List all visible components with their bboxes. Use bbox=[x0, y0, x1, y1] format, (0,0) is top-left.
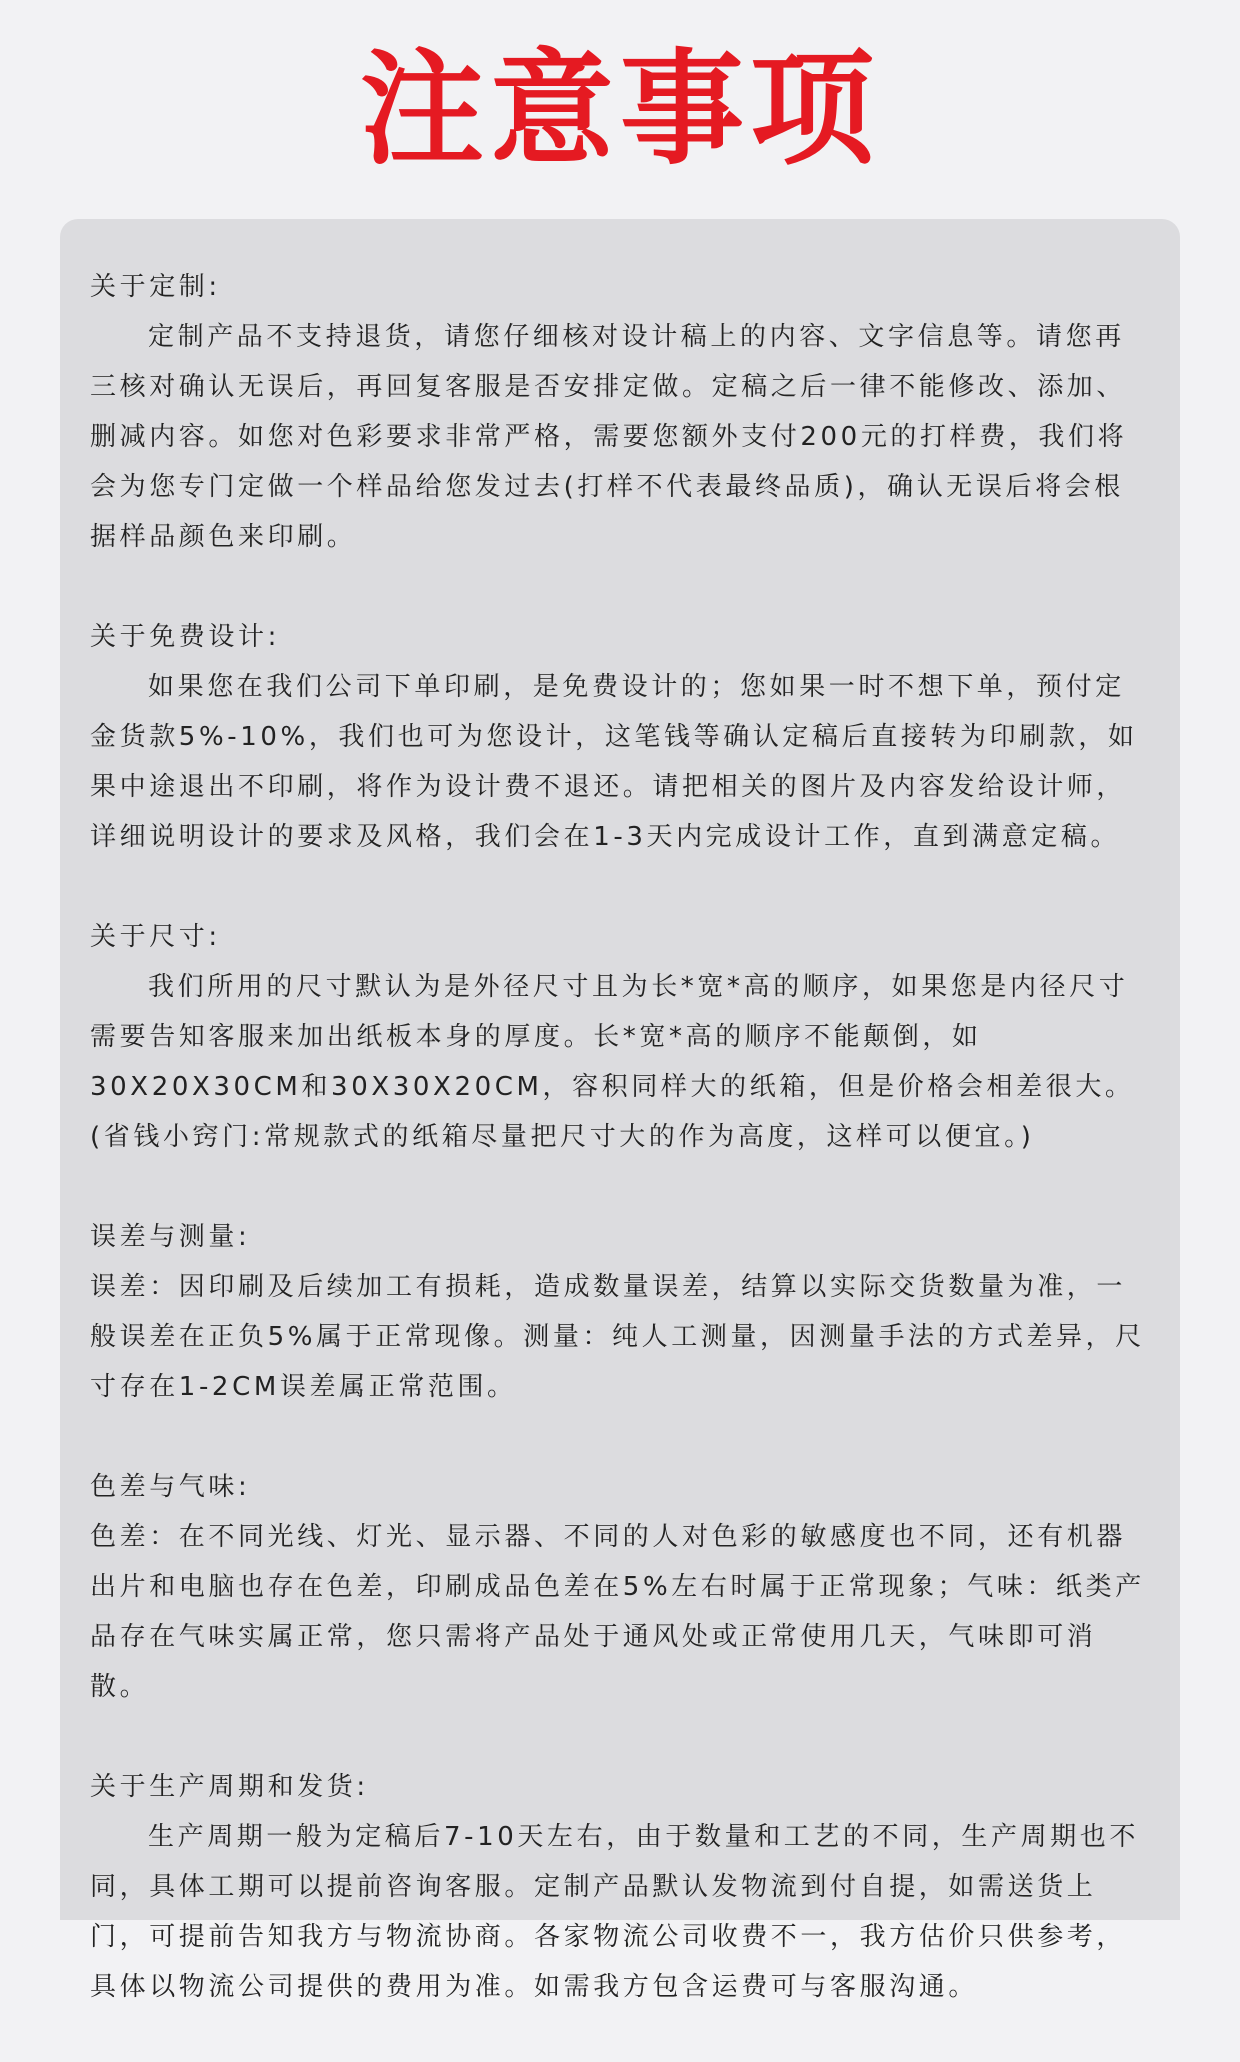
section-heading: 关于尺寸: bbox=[90, 922, 221, 952]
section-body: 我们所用的尺寸默认为是外径尺寸且为长*宽*高的顺序，如果您是内径尺寸需要告知客服来加出纸板本身的厚度。长*宽*高的顺序不能颠倒，如30X20X30CM和30X30X20CM，容积同样大的纸箱，但是价格会相差很大。(省钱小窍门:常规款式的纸箱尽量把尺寸大的作为高度，这样可以便宜。) bbox=[90, 972, 1135, 1152]
section-heading: 关于生产周期和发货: bbox=[90, 1772, 369, 1802]
section-heading: 关于免费设计: bbox=[90, 622, 280, 652]
section-customization bbox=[90, 262, 1150, 562]
section-error-measurement bbox=[90, 1212, 1150, 1412]
section-body: 生产周期一般为定稿后7-10天左右，由于数量和工艺的不同，生产周期也不同，具体工期可以提前咨询客服。定制产品默认发物流到付自提，如需送货上门，可提前告知我方与物流协商。各家物流公司收费不一，我方估价只供参考，具体以物流公司提供的费用为准。如需我方包含运费可与客服沟通。 bbox=[90, 1822, 1140, 2002]
section-body: 定制产品不支持退货，请您仔细核对设计稿上的内容、文字信息等。请您再三核对确认无误后，再回复客服是否安排定做。定稿之后一律不能修改、添加、删减内容。如您对色彩要求非常严格，需要您额外支付200元的打样费，我们将会为您专门定做一个样品给您发过去(打样不代表最终品质)，确认无误后将会根据样品颜色来印刷。 bbox=[90, 322, 1128, 552]
section-free-design bbox=[90, 612, 1150, 862]
section-heading: 误差与测量: bbox=[90, 1222, 251, 1252]
section-production-shipping bbox=[90, 1762, 1150, 2012]
section-body: 色差：在不同光线、灯光、显示器、不同的人对色彩的敏感度也不同，还有机器出片和电脑也存在色差，印刷成品色差在5%左右时属于正常现象；气味：纸类产品存在气味实属正常，您只需将产品处于通风处或正常使用几天，气味即可消散。 bbox=[90, 1522, 1145, 1702]
section-heading: 关于定制: bbox=[90, 272, 221, 302]
notice-content bbox=[90, 262, 1150, 2062]
section-heading: 色差与气味: bbox=[90, 1472, 251, 1502]
section-body: 如果您在我们公司下单印刷，是免费设计的；您如果一时不想下单，预付定金货款5%-10%，我们也可为您设计，这笔钱等确认定稿后直接转为印刷款，如果中途退出不印刷，将作为设计费不退还。请把相关的图片及内容发给设计师，详细说明设计的要求及风格，我们会在1-3天内完成设计工作，直到满意定稿。 bbox=[90, 672, 1138, 852]
section-size bbox=[90, 912, 1150, 1162]
section-body: 误差：因印刷及后续加工有损耗，造成数量误差，结算以实际交货数量为准，一般误差在正负5%属于正常现像。测量：纯人工测量，因测量手法的方式差异，尺寸存在1-2CM误差属正常范围。 bbox=[90, 1272, 1145, 1402]
section-color-odor bbox=[90, 1462, 1150, 1712]
page-title: 注意事项 bbox=[359, 37, 880, 182]
